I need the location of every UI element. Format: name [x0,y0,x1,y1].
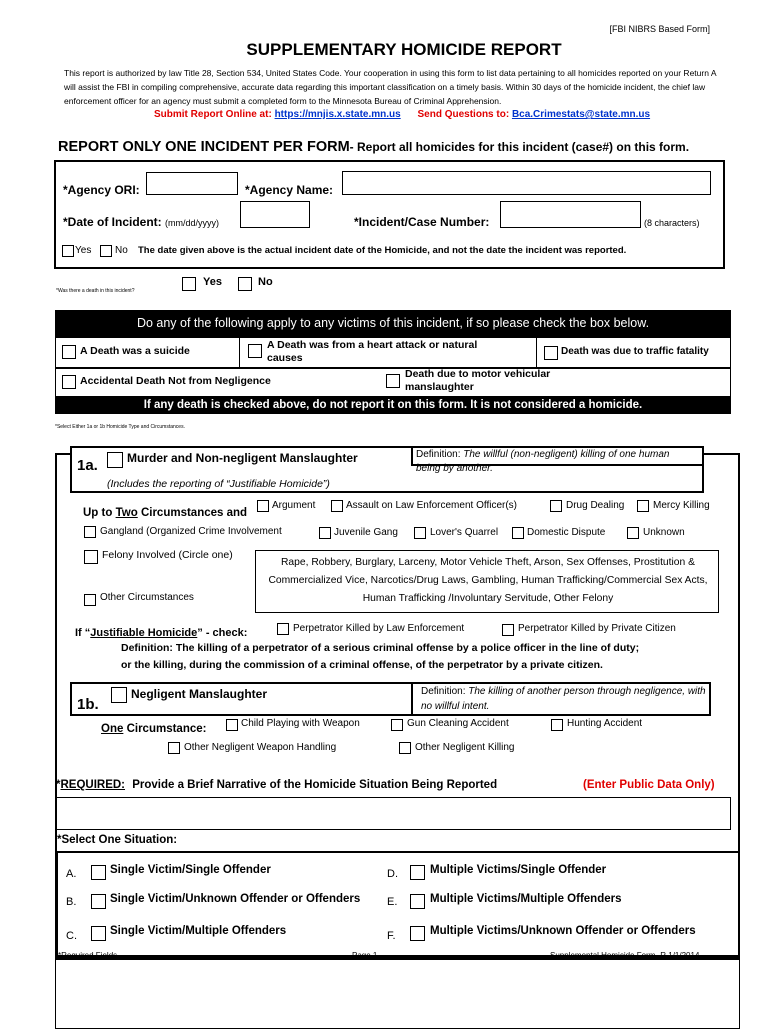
death-no-label: No [258,276,273,288]
argument-label: Argument [272,500,316,511]
select-note: *Select Either 1a or 1b Homicide Type and Circumstances. [55,424,185,430]
section-1a-includes: (Includes the reporting of “Justifiable Homicide”) [107,478,330,490]
one-incident-sub: - Report all homicides for this incident (case#) on this form. [349,140,690,154]
suicide-label: A Death was a suicide [80,345,190,357]
situation-f-letter: F. [387,930,396,942]
apply-header: Do any of the following apply to any victims of this incident, if so please check the box below. [55,310,731,337]
section-1a-definition [416,448,696,476]
up-to-text: Up to [83,507,113,519]
required-fields-note: *Required Fields [58,951,118,960]
case-hint-text: 8 characters) [647,218,700,228]
section-1b-title: Negligent Manslaughter [131,687,268,701]
case-number-label: *Incident/Case Number: [354,215,490,229]
submit-url-link[interactable]: https://mnjis.x.state.mn.us [274,109,401,120]
hunting-accident-label: Hunting Accident [567,718,643,729]
agency-ori-input[interactable] [146,172,238,195]
narrative-star: * [56,779,61,791]
questions-email-link[interactable]: Bca.Crimestats@state.mn.us [511,109,651,120]
traffic-fatality-checkbox[interactable] [544,346,558,360]
submit-line [154,109,650,120]
case-hint-paren: ( [644,218,647,228]
child-playing-label: Child Playing with Weapon [241,718,360,729]
situation-d-checkbox[interactable] [410,865,425,880]
unknown-circumstance-checkbox[interactable] [627,527,639,539]
public-data-note: (Enter Public Data Only) [583,779,715,791]
situation-a-checkbox[interactable] [91,865,106,880]
date-label-line [63,215,219,229]
situation-d-letter: D. [387,868,398,880]
juvenile-gang-checkbox[interactable] [319,527,331,539]
section-1a-number: 1a. [77,457,98,474]
situation-a-label: Single Victim/Single Offender [110,864,271,876]
page-title: SUPPLEMENTARY HOMICIDE REPORT [246,40,562,59]
accidental-death-label: Accidental Death Not from Negligence [80,375,271,387]
felony-options-text[interactable]: Rape, Robbery, Burglary, Larceny, Motor Vehicle Theft, Arson, Sex Offenses, Prostitution & Commercialized Vice, Narcotics/Drug Laws, Gambling, Human Trafficking/Commercial Sex Acts, Human Trafficking /Involuntary Servitude, Other Felony [268,557,708,604]
section-1b-def-label: Definition: [421,686,466,697]
heart-attack-checkbox[interactable] [248,344,262,358]
agency-name-label: *Agency Name: [245,183,334,197]
narrative-label: Provide a Brief Narrative of the Homicide Situation Being Reported [132,779,498,791]
lovers-quarrel-checkbox[interactable] [414,527,426,539]
circumstance-text: Circumstance: [126,723,207,735]
justifiable-definition-2: or the killing, during the commission of a criminal offense, of the perpetrator by a private citizen. [121,659,603,671]
assault-officer-checkbox[interactable] [331,500,343,512]
gangland-checkbox[interactable] [84,526,96,538]
section-1b-number: 1b. [77,696,99,713]
mercy-killing-checkbox[interactable] [637,500,649,512]
justifiable-if: If “ [75,627,91,639]
incident-date-input[interactable] [240,201,310,228]
killed-by-le-label: Perpetrator Killed by Law Enforcement [293,623,465,634]
argument-checkbox[interactable] [257,500,269,512]
suicide-checkbox[interactable] [62,345,76,359]
form-tag: [FBI NIBRS Based Form] [609,24,710,34]
section-1b-checkbox[interactable] [111,687,127,703]
section-1a-def-label: Definition: [416,449,461,460]
death-no-checkbox[interactable] [238,277,252,291]
assault-officer-label: Assault on Law Enforcement Officer(s) [346,500,517,511]
death-yes-label: Yes [203,276,222,288]
other-weapon-handling-label: Other Negligent Weapon Handling [184,742,337,753]
justifiable-definition-1: Definition: The killing of a perpetrator of a serious criminal offense by a police officer in the line of duty; [121,642,640,654]
questions-label: Send Questions to: [417,109,510,120]
situation-c-checkbox[interactable] [91,926,106,941]
date-actual-yes-checkbox[interactable] [62,245,74,257]
killed-by-le-checkbox[interactable] [277,623,289,635]
domestic-dispute-checkbox[interactable] [512,527,524,539]
date-label: *Date of Incident: [63,215,162,229]
drug-dealing-label: Drug Dealing [566,500,625,511]
situation-e-label: Multiple Victims/Multiple Offenders [430,893,622,905]
killed-by-citizen-checkbox[interactable] [502,624,514,636]
date-actual-no-label: No [115,245,128,256]
submit-label: Submit Report Online at: [154,109,272,120]
situation-label: *Select One Situation: [57,834,178,846]
drug-dealing-checkbox[interactable] [550,500,562,512]
killed-by-citizen-label: Perpetrator Killed by Private Citizen [518,623,676,634]
unknown-circumstance-label: Unknown [643,527,685,538]
motor-vehicular-label: Death due to motor vehicular manslaughter [405,368,551,393]
page-number: Page 1 [352,951,378,960]
lower-frame [55,959,740,1029]
other-circumstances-checkbox[interactable] [84,594,96,606]
other-circumstances-label: Other Circumstances [100,592,194,603]
other-weapon-handling-checkbox[interactable] [168,742,180,754]
other-negligent-killing-checkbox[interactable] [399,742,411,754]
case-number-input[interactable] [500,201,641,228]
narrative-required: REQUIRED: [60,779,126,791]
juvenile-gang-label: Juvenile Gang [334,527,398,538]
one-incident-heading [58,139,689,155]
justifiable-check-line [75,627,247,639]
situation-c-letter: C. [66,930,77,942]
mercy-killing-label: Mercy Killing [653,500,710,511]
agency-name-input[interactable] [342,171,711,195]
traffic-fatality-label: Death was due to traffic fatality [561,346,709,357]
date-hint: (mm/dd/yyyy) [165,218,220,228]
form-revision: Supplemental Homicide Form -R 1/1/2014 [550,951,700,960]
hunting-accident-checkbox[interactable] [551,719,563,731]
section-1b-def-text: The killing of another person through negligence, with no willful intent. [421,686,706,712]
motor-vehicular-checkbox[interactable] [386,374,400,388]
heart-attack-label: A Death was from a heart attack or natural causes [267,339,478,364]
one-circumstance-heading [101,723,206,735]
justifiable-check: ” - check: [197,627,248,639]
gangland-label: Gangland (Organized Crime Involvement [100,526,282,537]
date-actual-yes-label: Yes [75,245,92,256]
section-1a-title: Murder and Non-negligent Manslaughter [127,451,358,465]
intro-text: This report is authorized by law Title 28, Section 534, United States Code. Your cooperation in using this form to list data pertaining to all homicides reported on your Return A will assist the FBI in compiling comprehensive, accurate data regarding this important classification on a timely basis. Within 30 days of the homicide incident, the chief law enforcement officer for an agency must submit a completed form to the Minnesota Bureau of Criminal Apprehension. [64,68,717,106]
situation-d-label: Multiple Victims/Single Offender [430,864,607,876]
situation-f-label: Multiple Victims/Unknown Offender or Offenders [430,925,696,937]
date-actual-note: The date given above is the actual incident date of the Homicide, and not the date the incident was reported. [138,245,627,256]
situation-e-checkbox[interactable] [410,894,425,909]
accidental-death-checkbox[interactable] [62,375,76,389]
narrative-label-line [56,779,497,791]
two-text: Two [115,507,138,519]
situation-b-checkbox[interactable] [91,894,106,909]
one-incident-main: REPORT ONLY ONE INCIDENT PER FORM [58,139,350,155]
gun-cleaning-label: Gun Cleaning Accident [407,718,509,729]
felony-involved-checkbox[interactable] [84,550,98,564]
death-question-label: *Was there a death in this incident? [56,288,135,294]
circumstances-heading [83,507,247,519]
death-yes-checkbox[interactable] [182,277,196,291]
case-hint [644,218,700,228]
situation-c-label: Single Victim/Multiple Offenders [110,925,287,937]
other-negligent-killing-label: Other Negligent Killing [415,742,515,753]
one-text: One [101,723,124,735]
section-1a-checkbox[interactable] [107,452,123,468]
situation-b-label: Single Victim/Unknown Offender or Offenders [110,893,361,905]
felony-involved-label: Felony Involved (Circle one) [102,549,233,561]
date-actual-no-checkbox[interactable] [100,245,112,257]
section-1b-definition [421,684,706,714]
agency-ori-label: *Agency ORI: [63,183,140,197]
circ-and-text: Circumstances and [140,507,248,519]
domestic-dispute-label: Domestic Dispute [527,527,606,538]
justifiable-text: Justifiable Homicide [90,627,198,639]
situation-a-letter: A. [66,868,77,880]
apply-footer: If any death is checked above, do not report it on this form. It is not considered a homicide. [55,397,731,414]
gun-cleaning-checkbox[interactable] [391,719,403,731]
child-playing-checkbox[interactable] [226,719,238,731]
situation-b-letter: B. [66,896,77,908]
situation-f-checkbox[interactable] [410,926,425,941]
situation-e-letter: E. [387,896,398,908]
lovers-quarrel-label: Lover's Quarrel [430,527,499,538]
section-1a-def-text: The willful (non-negligent) killing of one human being by another. [416,449,670,474]
narrative-input[interactable] [56,797,731,830]
